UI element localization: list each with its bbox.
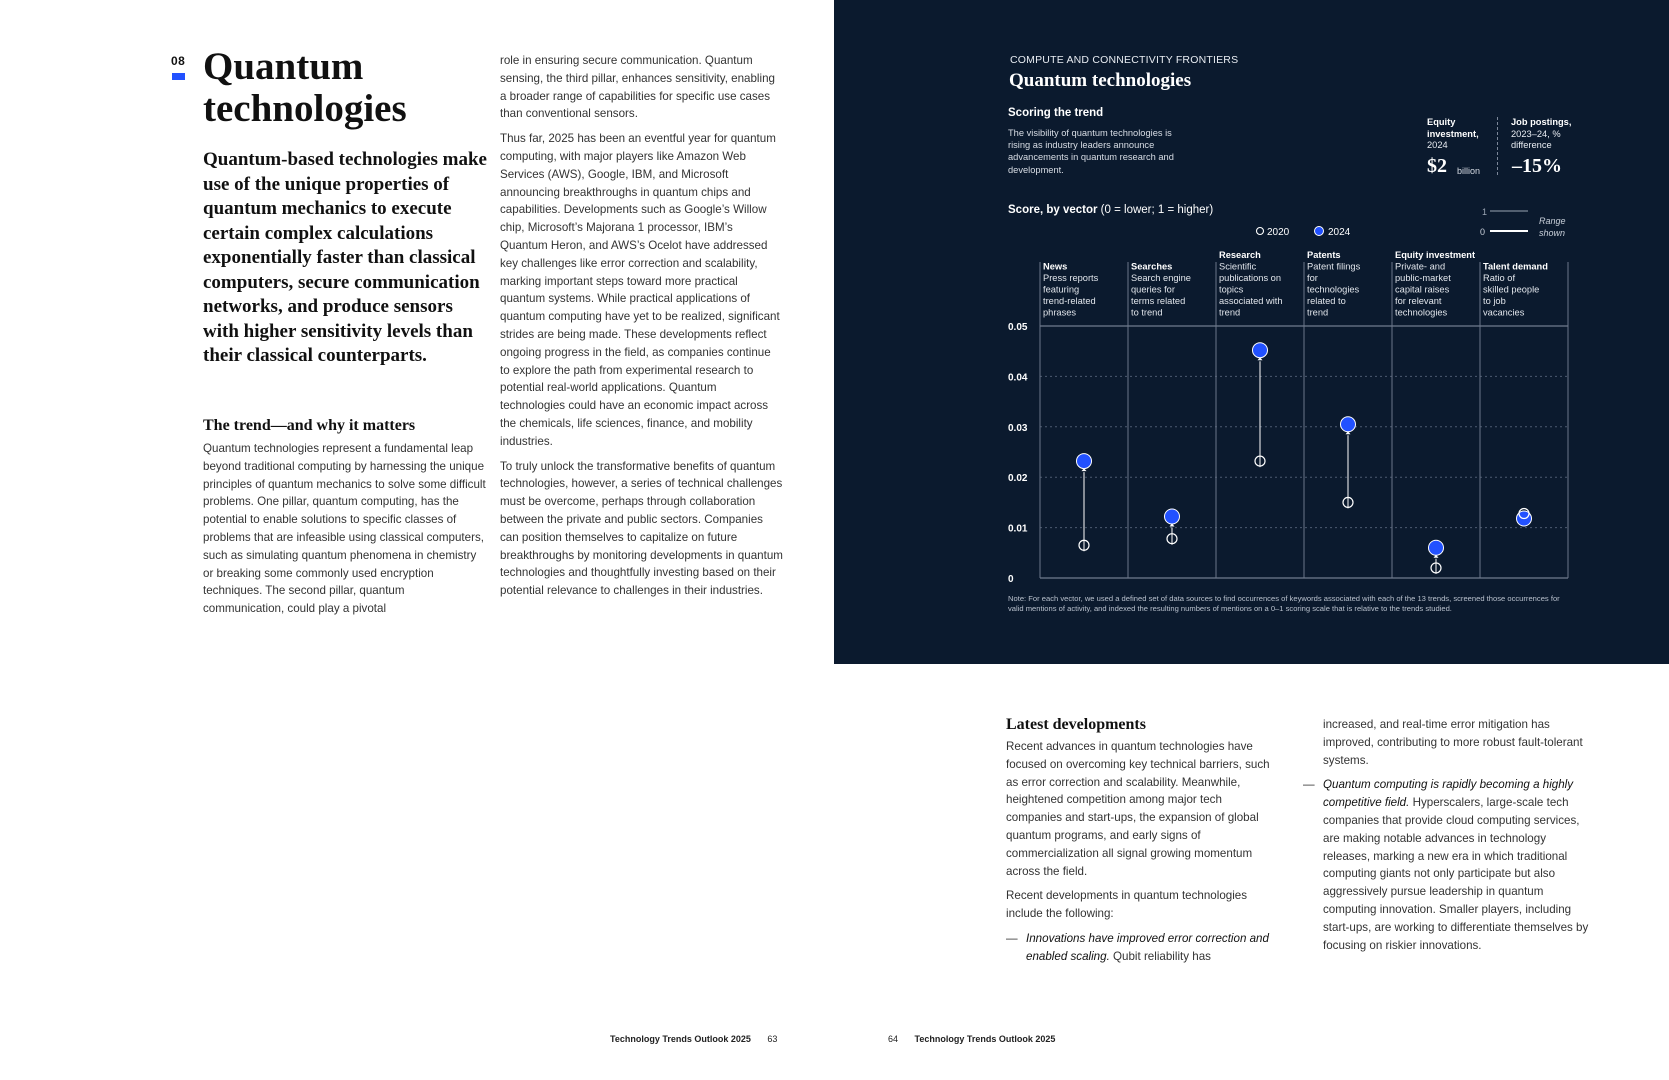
point-2024 (1165, 509, 1180, 524)
legend-2020-label: 2020 (1267, 227, 1290, 238)
legend-2020-marker (1257, 228, 1264, 235)
category-description: Search engine (1131, 273, 1191, 283)
body-paragraph: Quantum technologies represent a fundamental leap beyond traditional computing by harnessing the unique principles of quantum mechanics to solve some difficult problems. One pillar, quantum computing, has the potential to enable solutions to specific classes of problems that are infeasible using classical computers, such as simulating quantum phenomena in chemistry or breaking some commonly used encryption techniques. The second pillar, quantum communication, could play a pivotal (203, 442, 486, 616)
category-description: Private- and (1395, 261, 1446, 272)
category-description: technologies (1307, 284, 1360, 295)
category-description: publications on (1219, 273, 1282, 283)
category-title: Talent demand (1483, 261, 1548, 272)
category-description: to job (1483, 296, 1506, 306)
body-paragraph: role in ensuring secure communication. Quantum sensing, the third pillar, enhances sensitivity, enabling a broader range of capabilities for specific use cases than conventional sensors. (500, 54, 775, 121)
y-tick-label: 0.03 (1008, 422, 1028, 434)
category-description: for relevant (1395, 296, 1442, 306)
body-paragraph: Thus far, 2025 has been an eventful year for quantum computing, with major players like Amazon Web Services (AWS), Google, IBM, and Microsoft announcing breakthroughs in quantum chips and capabilities. Developments such as Google’s Willow chip, Microsoft’s Majorana 1 processor, IBM’s Quantum Heron, and AWS’s Ocelot have addressed key challenges like error correction and scalability, marking important steps toward more practical quantum systems. While practical applications of quantum computing have yet to be realized, significant strides are being made. These developments reflect ongoing progress in the field, as companies continue to explore the path from experimental research to potential real-world applications. Quantum technologies could have an economic impact across the chemicals, life sciences, finance, and mobility industries. (500, 132, 780, 448)
legend-2024-label: 2024 (1328, 227, 1351, 238)
legend-2024-marker (1315, 227, 1324, 236)
category-description: to trend (1131, 307, 1163, 318)
range-legend-label: Range (1539, 216, 1566, 226)
category-title: Patents (1307, 250, 1341, 260)
list-item-text: Hyperscalers, large-scale tech companies that provide cloud computing services, are making notable advances in technology releases, marking a new era in which traditional computing giants not only participate but also aggressively pursue leadership in quantum computing innovation. Smaller players, including start-ups, are working to differentiate themselves by focusing on riskier innovations. (1323, 796, 1589, 952)
range-legend-bottom: 0 (1480, 227, 1486, 237)
category-description: associated with (1219, 296, 1283, 306)
category-description: technologies (1395, 307, 1448, 318)
score-chart (834, 0, 1669, 664)
list-item-lead: Innovations have improved error correction and enabled scaling. (1026, 931, 1269, 963)
footer-title: Technology Trends Outlook 2025 (610, 1034, 751, 1044)
y-tick-label: 0.05 (1008, 322, 1028, 333)
point-2024 (1253, 343, 1268, 358)
y-tick-label: 0.04 (1008, 372, 1028, 384)
chart-panel (834, 0, 1669, 664)
category-description: terms related (1131, 296, 1186, 306)
job-postings-label: Job postings, 2023–24, % difference (1511, 117, 1572, 151)
category-title: Research (1219, 250, 1261, 260)
y-tick-label: 0.02 (1008, 473, 1028, 485)
footer-title: Technology Trends Outlook 2025 (914, 1034, 1056, 1044)
category-description: trend (1219, 307, 1241, 318)
panel-title: Quantum technologies (1009, 70, 1192, 91)
footer-page-number: 64 (888, 1034, 899, 1044)
score-heading: Score, by vector (0 = lower; 1 = higher) (1008, 204, 1214, 216)
page-title: Quantum technologies (203, 45, 407, 130)
body-paragraph: increased, and real-time error mitigation has improved, contributing to more robust fault-tolerant systems. (1323, 718, 1583, 767)
category-title: News (1043, 261, 1068, 272)
lede-paragraph: Quantum-based technologies make use of the unique properties of quantum mechanics to execute certain complex calculations exponentially faster than classical computers, secure communication networks, and produce sensors with higher sensitivity levels than their classical counterparts. (203, 149, 487, 366)
range-legend-top: 1 (1482, 207, 1488, 217)
y-tick-label: 0.01 (1008, 523, 1028, 535)
category-description: skilled people (1483, 284, 1540, 295)
category-title: Equity investment (1395, 250, 1476, 260)
section-number: 08 (171, 54, 186, 68)
category-description: Scientific (1219, 261, 1257, 272)
footer-left (610, 1034, 777, 1044)
category-description: trend-related (1043, 296, 1096, 306)
point-2024 (1077, 454, 1092, 469)
left-column-1 (203, 440, 486, 625)
trend-heading: The trend—and why it matters (203, 417, 416, 434)
job-postings-value: –15% (1512, 155, 1562, 177)
point-2024 (1341, 417, 1356, 432)
point-2024 (1429, 540, 1444, 555)
category-description: featuring (1043, 284, 1080, 295)
list-item-lead: Quantum computing is rapidly becoming a highly competitive field. (1323, 778, 1574, 810)
category-description: queries for (1131, 284, 1175, 295)
section-accent-bar (172, 73, 185, 80)
equity-investment-value: $2 (1427, 155, 1447, 177)
latest-developments-heading: Latest developments (1006, 716, 1146, 733)
dash-bullet: — (1303, 778, 1315, 792)
category-description: capital raises (1395, 284, 1450, 295)
footer-right (888, 1034, 1055, 1044)
body-paragraph: Recent developments in quantum technologies include the following: (1006, 889, 1248, 921)
right-column-2 (1303, 716, 1591, 961)
category-description: related to (1307, 296, 1346, 306)
category-description: public-market (1395, 273, 1451, 283)
category-title: Searches (1131, 261, 1173, 272)
category-description: for (1307, 273, 1318, 283)
category-description: vacancies (1483, 307, 1525, 318)
left-column-2 (500, 52, 783, 607)
category-description: topics (1219, 284, 1244, 295)
panel-kicker: COMPUTE AND CONNECTIVITY FRONTIERS (1010, 54, 1239, 66)
equity-investment-unit: billion (1457, 166, 1481, 176)
footer-page-number: 63 (767, 1034, 778, 1044)
right-column-1 (1006, 738, 1271, 973)
category-description: phrases (1043, 307, 1077, 318)
scoring-heading: Scoring the trend (1008, 107, 1104, 119)
list-item (1303, 776, 1591, 954)
range-legend-label: shown (1539, 228, 1566, 238)
y-tick-label: 0 (1008, 574, 1014, 585)
equity-investment-label: Equity investment, 2024 (1427, 117, 1479, 151)
category-description: trend (1307, 307, 1329, 318)
category-description: Press reports (1043, 273, 1099, 283)
body-paragraph: To truly unlock the transformative benefits of quantum technologies, however, a series of technical challenges must be overcome, perhaps through collaboration between the private and public sectors. Companies can position themselves to capitalize on future breakthroughs by monitoring developments in quantum technologies and thoughtfully investing based on their potential relevance to challenges in their industries. (500, 459, 783, 598)
category-description: Patent filings (1307, 261, 1361, 272)
dash-bullet: — (1006, 931, 1018, 945)
list-item (1006, 930, 1271, 966)
category-description: Ratio of (1483, 273, 1516, 283)
list-item-text: Qubit reliability has (1109, 949, 1211, 963)
body-paragraph: Recent advances in quantum technologies have focused on overcoming key technical barriers, such as error correction and scalability. Meanwhile, heightened competition among major tech companies and start-ups, the expansion of global quantum programs, and early signs of commercialization all signal growing momentum across the field. (1006, 740, 1270, 878)
chart-note: Note: For each vector, we used a defined set of data sources to find occurrences of keywords associated with each of the 13 trends, screened those occurrences for valid mentions of activity, and indexed the resulting numbers of mentions on a 0–1 scoring scale that is relative to the trends studied. (1008, 594, 1560, 613)
scoring-description: The visibility of quantum technologies is rising as industry leaders announce advancements in quantum research and development. (1008, 128, 1174, 175)
